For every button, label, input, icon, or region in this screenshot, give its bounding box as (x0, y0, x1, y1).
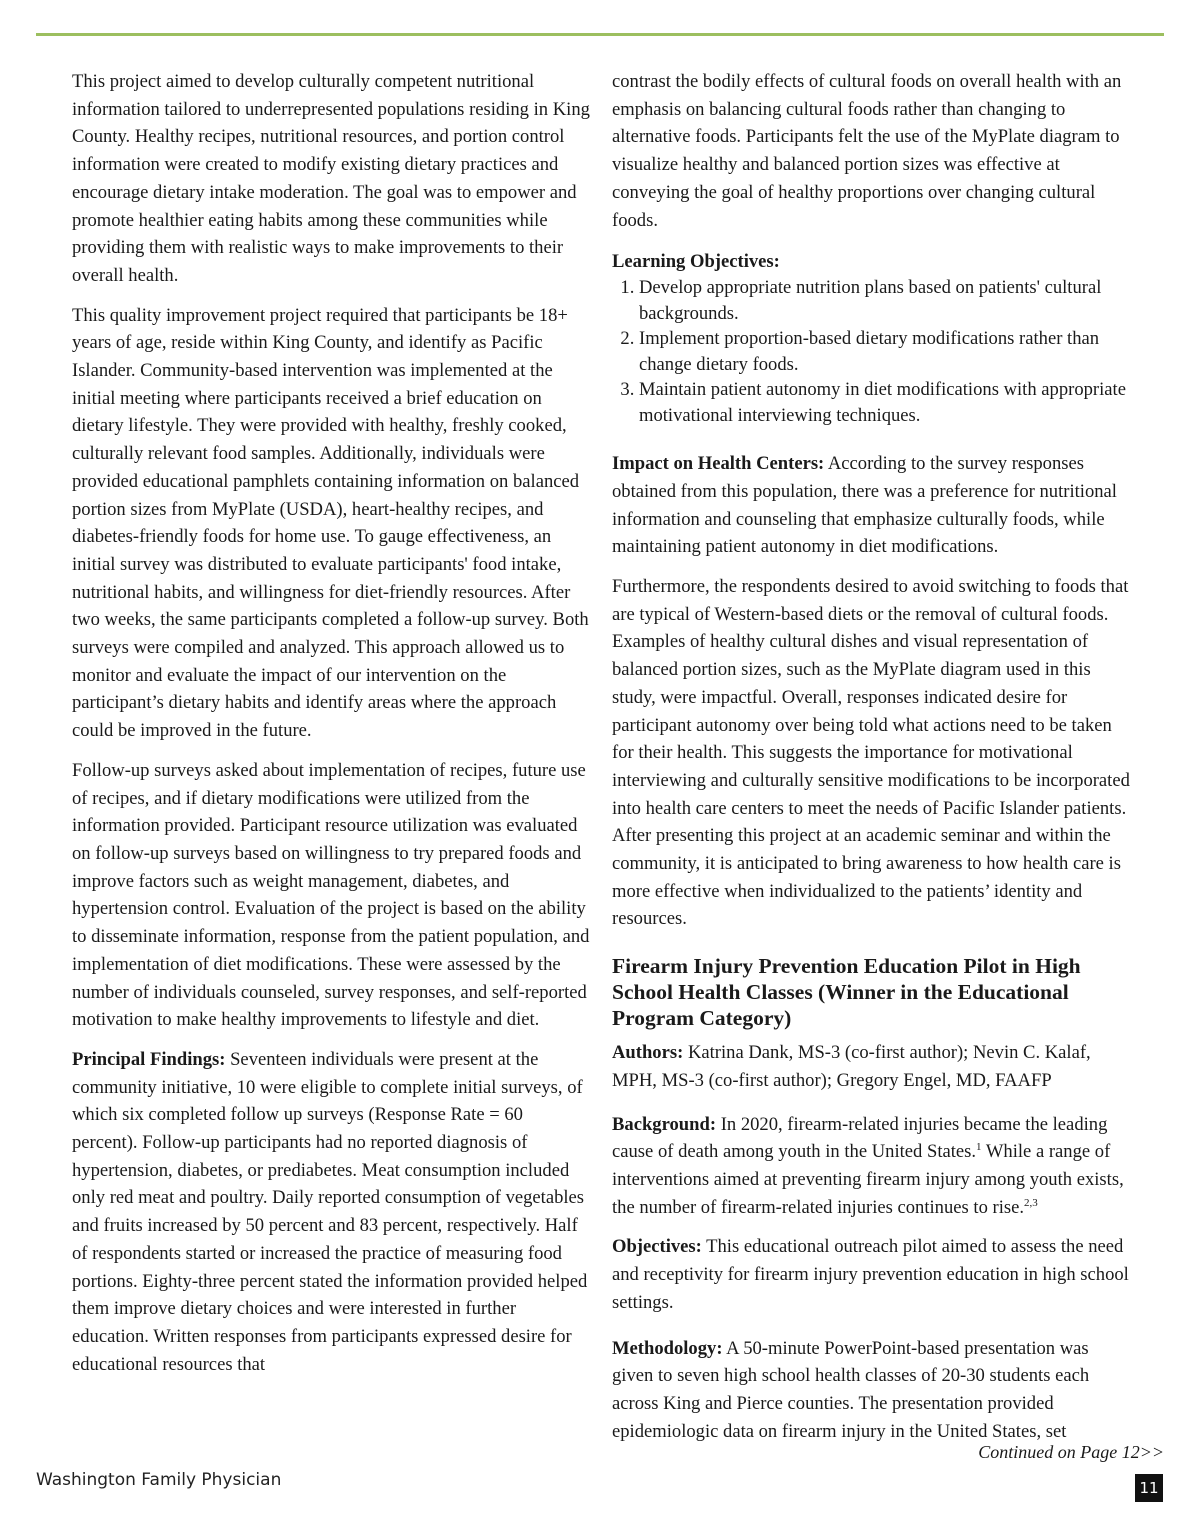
furthermore-paragraph: Furthermore, the respondents desired to avoid switching to foods that are typical of Western-based diets or the removal of cultural foods. Examples of healthy cultural dishes and visual representation of balanced portion sizes, such as the MyPlate diagram used in this study, were impactful. Overall, responses indicated desire for participant autonomy over being told what actions need to be taken for their health. This suggests the importance for motivational interviewing and culturally sensitive modifications to be incorporated into health care centers to meet the needs of Pacific Islander patients. After presenting this project at an academic seminar and within the community, it is anticipated to bring awareness to how health care is more effective when individualized to the patients’ identity and resources. (612, 576, 1130, 930)
right-column (612, 68, 1132, 1457)
methodology-text: A 50-minute PowerPoint-based presentation was given to seven high school health classes of 20-30 students each across King and Pierce counties. The presentation provided epidemiologic data on firearm injury in the United States, set (612, 1337, 1090, 1442)
learning-objectives-heading: Learning Objectives: (612, 251, 780, 273)
list-item: 2. Implement proportion-based dietary modifications rather than change dietary foods. (639, 326, 1132, 377)
authors-text: Katrina Dank, MS-3 (co-first author); Nevin C. Kalaf, MPH, MS-3 (co-first author); Gregory Engel, MD, FAAFP (612, 1042, 1091, 1091)
principal-findings-label: Principal Findings: (72, 1048, 226, 1070)
learning-objectives-list (612, 275, 1132, 428)
page-number: 11 (1135, 1474, 1163, 1502)
objectives-label: Objectives: (612, 1236, 702, 1258)
impact-text: According to the survey responses obtained from this population, there was a preference for nutritional information and counseling that emphasize culturally foods, while maintaining patient autonomy in diet modifications. (612, 453, 1117, 558)
top-divider (36, 33, 1164, 36)
methodology-label: Methodology: (612, 1337, 723, 1359)
left-column (72, 68, 590, 1390)
citation-2-3: 2,3 (1024, 1196, 1038, 1209)
impact-label: Impact on Health Centers: (612, 453, 825, 475)
citation-1: 1 (976, 1141, 982, 1154)
objectives-paragraph (612, 1233, 1132, 1316)
list-item: 3. Maintain patient autonomy in diet modifications with appropriate motivational interviewing techniques. (639, 377, 1132, 428)
methodology-paragraph (612, 1335, 1132, 1446)
methods-paragraph: This quality improvement project required that participants be 18+ years of age, reside within King County, and identify as Pacific Islander. Community-based intervention was implemented at the initial meeting where participants received a brief education on dietary lifestyle. They were provided with healthy, freshly cooked, culturally relevant food samples. Additionally, individuals were provided educational pamphlets containing information on balanced portion sizes from MyPlate (USDA), heart-healthy recipes, and diabetes-friendly foods for home use. To gauge effectiveness, an initial survey was distributed to evaluate participants' food intake, nutritional habits, and willingness for diet-friendly resources. After two weeks, the same participants completed a follow-up survey. Both surveys were compiled and analyzed. This approach allowed us to monitor and evaluate the impact of our intervention on the participant’s dietary habits and identify areas where the approach could be improved in the future. (72, 304, 589, 742)
continuation-paragraph: contrast the bodily effects of cultural foods on overall health with an emphasis on balancing cultural foods rather than changing to alternative foods. Participants felt the use of the MyPlate diagram to visualize healthy and balanced portion sizes was effective at conveying the goal of healthy proportions over changing cultural foods. (612, 71, 1122, 231)
principal-findings-text: Seventeen individuals were present at the community initiative, 10 were eligible to complete initial surveys, of which six completed follow up surveys (Response Rate = 60 percent). Follow-up participants had no reported diagnosis of hypertension, diabetes, or prediabetes. Meat consumption included only red meat and poultry. Daily reported consumption of vegetables and fruits increased by 50 percent and 83 percent, respectively. Half of respondents started or increased the practice of measuring food portions. Eighty-three percent stated the information provided helped them improve dietary choices and were interested in further education. Written responses from participants expressed desire for educational resources that (72, 1048, 588, 1375)
background-paragraph (612, 1111, 1132, 1222)
impact-paragraph (612, 450, 1132, 561)
principal-findings-paragraph (72, 1046, 590, 1378)
evaluation-paragraph: Follow-up surveys asked about implementation of recipes, future use of recipes, and if dietary modifications were utilized from the information provided. Participant resource utilization was evaluated on follow-up surveys based on willingness to try prepared foods and improve factors such as weight management, diabetes, and hypertension control. Evaluation of the project is based on the ability to disseminate information, response from the patient population, and implementation of diet modifications. These were assessed by the number of individuals counseled, survey responses, and self-reported motivation to make healthy improvements to lifestyle and diet. (72, 759, 590, 1031)
list-item: 1. Develop appropriate nutrition plans based on patients' cultural backgrounds. (639, 275, 1132, 326)
continued-link: Continued on Page 12>> (978, 1442, 1164, 1462)
background-text-2: While a range of interventions aimed at preventing firearm injury among youth exists, the number of firearm-related injuries continues to rise. (612, 1141, 1124, 1218)
background-label: Background: (612, 1113, 717, 1135)
intro-paragraph: This project aimed to develop culturally competent nutritional information tailored to underrepresented populations residing in King County. Healthy recipes, nutritional resources, and portion control information were created to modify existing dietary practices and encourage dietary intake moderation. The goal was to empower and promote healthier eating habits among these communities while providing them with realistic ways to make improvements to their overall health. (72, 71, 590, 286)
background-text-1: In 2020, firearm-related injuries became the leading cause of death among youth in the United States. (612, 1113, 1108, 1163)
authors-paragraph (612, 1039, 1132, 1094)
article-title: Firearm Injury Prevention Education Pilot in High School Health Classes (Winner in the Educational Program Category) (612, 954, 1081, 1031)
objectives-text: This educational outreach pilot aimed to assess the need and receptivity for firearm injury prevention education in high school settings. (612, 1236, 1129, 1313)
publication-name: Washington Family Physician (36, 1470, 282, 1490)
authors-label: Authors: (612, 1042, 684, 1064)
